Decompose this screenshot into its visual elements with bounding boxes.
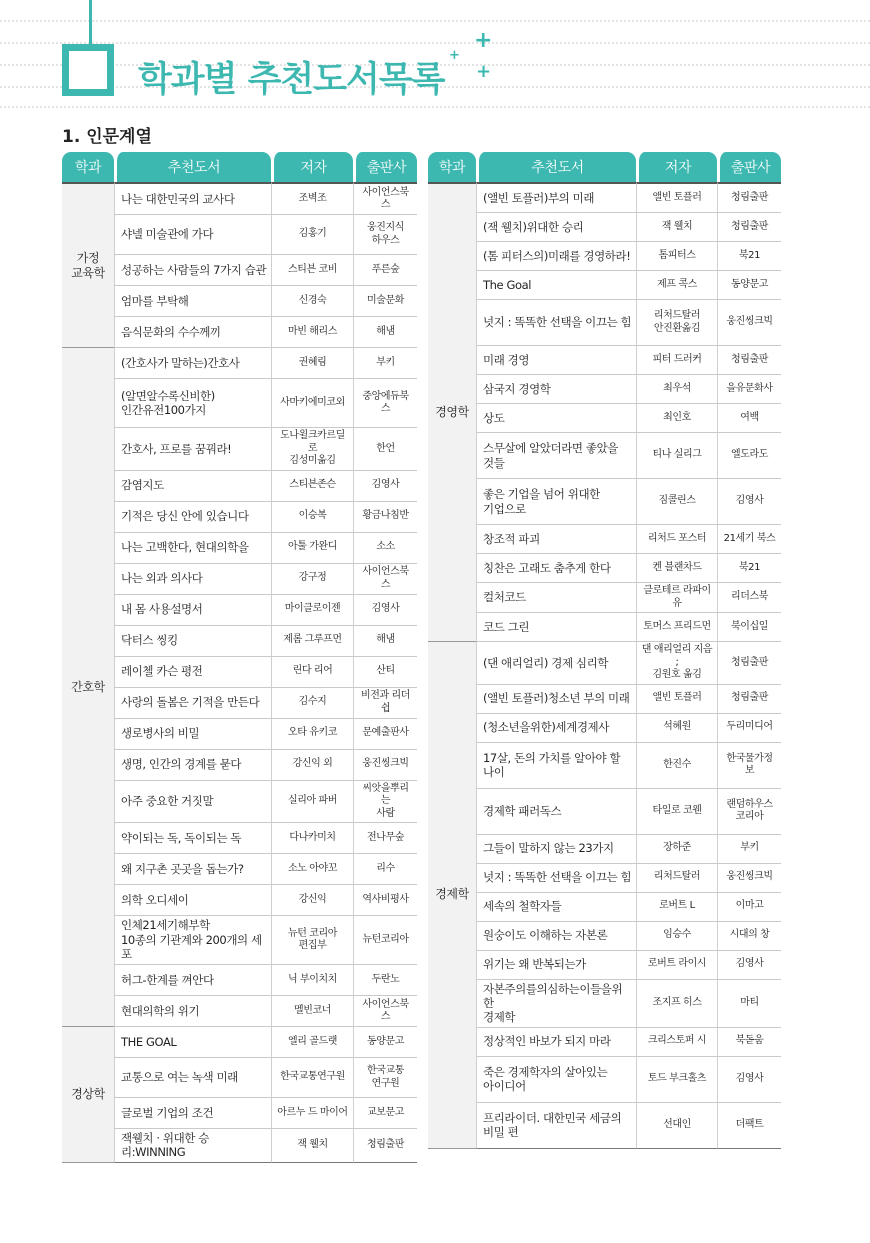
book-cell: 코드 그린 bbox=[476, 613, 636, 642]
author-cell: 린다 리어 bbox=[271, 657, 353, 688]
book-cell: 나는 외과 의사다 bbox=[114, 564, 271, 595]
publisher-cell: 북21 bbox=[717, 554, 781, 583]
book-cell: 잭웰치 · 위대한 승리:WINNING bbox=[114, 1129, 271, 1163]
book-cell: 넛지 : 똑똑한 선택을 이끄는 힘 bbox=[476, 864, 636, 893]
author-cell: 강신익 bbox=[271, 885, 353, 916]
publisher-cell: 중앙에듀북스 bbox=[353, 379, 417, 428]
author-cell: 권혜림 bbox=[271, 348, 353, 379]
author-cell: 댄 애리얼리 지음 ; 김원호 옮김 bbox=[636, 642, 717, 685]
dotted-rule bbox=[0, 42, 870, 44]
publisher-cell: 21세기 북스 bbox=[717, 525, 781, 554]
table-row bbox=[62, 750, 417, 781]
book-cell: 경제학 패러독스 bbox=[476, 789, 636, 835]
publisher-cell: 해냄 bbox=[353, 317, 417, 348]
author-cell: 로버트 L bbox=[636, 893, 717, 922]
publisher-cell: 김영사 bbox=[353, 471, 417, 502]
publisher-cell: 청림출판 bbox=[717, 642, 781, 685]
publisher-cell: 사이언스북스 bbox=[353, 182, 417, 215]
author-cell: 제프 콕스 bbox=[636, 271, 717, 300]
table-row bbox=[62, 1129, 417, 1163]
table-row bbox=[428, 685, 781, 714]
book-cell: 세속의 철학자들 bbox=[476, 893, 636, 922]
publisher-cell: 교보문고 bbox=[353, 1098, 417, 1129]
table-row bbox=[428, 1057, 781, 1103]
book-cell: The Goal bbox=[476, 271, 636, 300]
book-cell: (댄 애리얼리) 경제 심리학 bbox=[476, 642, 636, 685]
author-cell: 최인호 bbox=[636, 404, 717, 433]
author-cell: 뉴턴 코리아 편집부 bbox=[271, 916, 353, 965]
book-cell: 감염지도 bbox=[114, 471, 271, 502]
author-cell: 리처드탈러 bbox=[636, 864, 717, 893]
author-cell: 조벽조 bbox=[271, 182, 353, 215]
author-cell: 앨빈 토플러 bbox=[636, 182, 717, 213]
table-row bbox=[62, 823, 417, 854]
section-title: 1. 인문계열 bbox=[62, 127, 152, 147]
author-cell: 스티븐 코비 bbox=[271, 255, 353, 286]
plus-icon: + bbox=[449, 48, 460, 63]
book-cell: 17살, 돈의 가치를 알아야 할 나이 bbox=[476, 743, 636, 789]
publisher-cell: 청림출판 bbox=[353, 1129, 417, 1163]
book-cell: 교통으로 여는 녹색 미래 bbox=[114, 1058, 271, 1098]
publisher-cell: 뉴턴코리아 bbox=[353, 916, 417, 965]
plus-icon: + bbox=[474, 28, 493, 53]
author-cell: 톰피터스 bbox=[636, 242, 717, 271]
table-row bbox=[62, 286, 417, 317]
publisher-cell: 김영사 bbox=[717, 1057, 781, 1103]
author-cell: 크리스토퍼 시 bbox=[636, 1028, 717, 1057]
table-row bbox=[62, 854, 417, 885]
author-cell: 신경숙 bbox=[271, 286, 353, 317]
publisher-cell: 이마고 bbox=[717, 893, 781, 922]
author-cell: 마빈 해리스 bbox=[271, 317, 353, 348]
book-cell: 내 몸 사용설명서 bbox=[114, 595, 271, 626]
publisher-cell: 동양문고 bbox=[717, 271, 781, 300]
table-row bbox=[62, 428, 417, 471]
table-row bbox=[428, 242, 781, 271]
author-cell: 소노 아야꼬 bbox=[271, 854, 353, 885]
header-author: 저자 bbox=[271, 152, 353, 182]
author-cell: 클로테르 라파이유 bbox=[636, 583, 717, 613]
publisher-cell: 해냄 bbox=[353, 626, 417, 657]
table-row bbox=[62, 595, 417, 626]
publisher-cell: 두란노 bbox=[353, 965, 417, 996]
recommended-books-table-left bbox=[62, 152, 417, 1163]
author-cell: 토드 부크홀츠 bbox=[636, 1057, 717, 1103]
publisher-cell: 청림출판 bbox=[717, 182, 781, 213]
publisher-cell: 엘도라도 bbox=[717, 433, 781, 479]
book-cell: (톰 피터스의)미래를 경영하라! bbox=[476, 242, 636, 271]
book-cell: 글로벌 기업의 조건 bbox=[114, 1098, 271, 1129]
table-row bbox=[428, 642, 781, 685]
book-cell: 나는 고백한다, 현대의학을 bbox=[114, 533, 271, 564]
publisher-cell: 김영사 bbox=[717, 479, 781, 525]
author-cell: 앨빈 토플러 bbox=[636, 685, 717, 714]
table-row bbox=[428, 714, 781, 743]
dept-cell: 간호학 bbox=[62, 348, 114, 1027]
title-square-icon bbox=[62, 44, 114, 96]
publisher-cell: 동양문고 bbox=[353, 1027, 417, 1058]
table-row bbox=[428, 613, 781, 642]
dotted-rule bbox=[0, 20, 870, 22]
table-row bbox=[428, 583, 781, 613]
table-row bbox=[428, 789, 781, 835]
book-cell: 정상적인 바보가 되지 마라 bbox=[476, 1028, 636, 1057]
author-cell: 리처드탈러 안진환옮김 bbox=[636, 300, 717, 346]
book-cell: 삼국지 경영학 bbox=[476, 375, 636, 404]
publisher-cell: 웅진씽크빅 bbox=[353, 750, 417, 781]
author-cell: 석혜원 bbox=[636, 714, 717, 743]
book-cell: 엄마를 부탁해 bbox=[114, 286, 271, 317]
book-cell: 원숭이도 이해하는 자본론 bbox=[476, 922, 636, 951]
page-title: 학과별 추천도서목록 bbox=[138, 60, 445, 100]
header-dept: 학과 bbox=[428, 152, 476, 182]
table-row bbox=[428, 1103, 781, 1149]
author-cell: 김수지 bbox=[271, 688, 353, 719]
publisher-cell: 랜덤하우스 코리아 bbox=[717, 789, 781, 835]
publisher-cell: 청림출판 bbox=[717, 346, 781, 375]
book-cell: 성공하는 사람들의 7가지 습관 bbox=[114, 255, 271, 286]
author-cell: 도나윌크카르딜로 김성미옮김 bbox=[271, 428, 353, 471]
table-row bbox=[62, 255, 417, 286]
author-cell: 닉 부이치치 bbox=[271, 965, 353, 996]
publisher-cell: 부키 bbox=[717, 835, 781, 864]
book-cell: 넛지 : 똑똑한 선택을 이끄는 힘 bbox=[476, 300, 636, 346]
table-row bbox=[62, 1098, 417, 1129]
author-cell: 피터 드러커 bbox=[636, 346, 717, 375]
book-cell: 스무살에 알았더라면 좋았을 것들 bbox=[476, 433, 636, 479]
publisher-cell: 김영사 bbox=[717, 951, 781, 980]
book-cell: 미래 경영 bbox=[476, 346, 636, 375]
book-cell: 생로병사의 비밀 bbox=[114, 719, 271, 750]
table-row bbox=[62, 1027, 417, 1058]
author-cell: 장하준 bbox=[636, 835, 717, 864]
table-row bbox=[62, 502, 417, 533]
table-row bbox=[428, 479, 781, 525]
author-cell: 선대인 bbox=[636, 1103, 717, 1149]
book-cell: (잭 웰치)위대한 승리 bbox=[476, 213, 636, 242]
table-row bbox=[428, 404, 781, 433]
recommended-books-table-right bbox=[428, 152, 781, 1149]
table-row bbox=[428, 951, 781, 980]
dept-cell: 경영학 bbox=[428, 182, 476, 642]
table-row bbox=[62, 379, 417, 428]
author-cell: 실리아 파버 bbox=[271, 781, 353, 824]
author-cell: 이승복 bbox=[271, 502, 353, 533]
table-row bbox=[62, 1058, 417, 1098]
table-row bbox=[62, 182, 417, 215]
table-row bbox=[428, 554, 781, 583]
book-cell: 상도 bbox=[476, 404, 636, 433]
publisher-cell: 마티 bbox=[717, 980, 781, 1028]
publisher-cell: 한언 bbox=[353, 428, 417, 471]
book-cell: 좋은 기업을 넘어 위대한 기업으로 bbox=[476, 479, 636, 525]
publisher-cell: 북돋움 bbox=[717, 1028, 781, 1057]
book-cell: 닥터스 씽킹 bbox=[114, 626, 271, 657]
table-row bbox=[428, 300, 781, 346]
author-cell: 오타 유키코 bbox=[271, 719, 353, 750]
publisher-cell: 웅진씽크빅 bbox=[717, 300, 781, 346]
header-publisher: 출판사 bbox=[353, 152, 417, 182]
author-cell: 김홍기 bbox=[271, 215, 353, 255]
table-row bbox=[62, 471, 417, 502]
author-cell: 스티븐존슨 bbox=[271, 471, 353, 502]
publisher-cell: 사이언스북스 bbox=[353, 996, 417, 1027]
author-cell: 리처드 포스터 bbox=[636, 525, 717, 554]
publisher-cell: 한국교통 연구원 bbox=[353, 1058, 417, 1098]
publisher-cell: 리수 bbox=[353, 854, 417, 885]
table-row bbox=[428, 433, 781, 479]
table-row bbox=[62, 996, 417, 1027]
table-row bbox=[428, 375, 781, 404]
publisher-cell: 한국물가정보 bbox=[717, 743, 781, 789]
plus-icon: + bbox=[476, 61, 492, 82]
book-cell: 죽은 경제학자의 살아있는 아이디어 bbox=[476, 1057, 636, 1103]
table-row bbox=[428, 525, 781, 554]
author-cell: 한진수 bbox=[636, 743, 717, 789]
table-row bbox=[428, 922, 781, 951]
author-cell: 켄 블랜차드 bbox=[636, 554, 717, 583]
book-cell: 의학 오디세이 bbox=[114, 885, 271, 916]
author-cell: 티나 실리그 bbox=[636, 433, 717, 479]
author-cell: 강구정 bbox=[271, 564, 353, 595]
publisher-cell: 부키 bbox=[353, 348, 417, 379]
dotted-rule bbox=[0, 106, 870, 108]
table-row bbox=[428, 182, 781, 213]
table-row bbox=[62, 215, 417, 255]
table-row bbox=[428, 1028, 781, 1057]
table-row bbox=[428, 980, 781, 1028]
author-cell: 제롬 그루프먼 bbox=[271, 626, 353, 657]
author-cell: 다나카미치 bbox=[271, 823, 353, 854]
author-cell: 잭 웰치 bbox=[271, 1129, 353, 1163]
author-cell: 조지프 히스 bbox=[636, 980, 717, 1028]
table-row bbox=[62, 564, 417, 595]
publisher-cell: 더팩트 bbox=[717, 1103, 781, 1149]
publisher-cell: 씨앗을뿌리는 사람 bbox=[353, 781, 417, 824]
publisher-cell: 황금나침반 bbox=[353, 502, 417, 533]
table-row bbox=[62, 348, 417, 379]
header-book: 추천도서 bbox=[476, 152, 636, 182]
author-cell: 한국교통연구원 bbox=[271, 1058, 353, 1098]
table-row bbox=[62, 781, 417, 824]
publisher-cell: 북이십일 bbox=[717, 613, 781, 642]
author-cell: 타일로 코웬 bbox=[636, 789, 717, 835]
table-row bbox=[428, 271, 781, 300]
book-cell: 간호사, 프로를 꿈꿔라! bbox=[114, 428, 271, 471]
author-cell: 로버트 라이시 bbox=[636, 951, 717, 980]
author-cell: 멜빈코너 bbox=[271, 996, 353, 1027]
author-cell: 마이클로이젠 bbox=[271, 595, 353, 626]
book-cell: 칭찬은 고래도 춤추게 한다 bbox=[476, 554, 636, 583]
table-row bbox=[62, 533, 417, 564]
publisher-cell: 웅진지식 하우스 bbox=[353, 215, 417, 255]
book-cell: 기적은 당신 안에 있습니다 bbox=[114, 502, 271, 533]
table-row bbox=[428, 346, 781, 375]
publisher-cell: 사이언스북스 bbox=[353, 564, 417, 595]
accent-line bbox=[89, 0, 92, 44]
book-cell: 컬처코드 bbox=[476, 583, 636, 613]
publisher-cell: 을유문화사 bbox=[717, 375, 781, 404]
author-cell: 사마키에미코외 bbox=[271, 379, 353, 428]
book-cell: 약이되는 독, 독이되는 독 bbox=[114, 823, 271, 854]
table-row bbox=[428, 743, 781, 789]
author-cell: 짐콜린스 bbox=[636, 479, 717, 525]
table-row bbox=[428, 835, 781, 864]
book-cell: (간호사가 말하는)간호사 bbox=[114, 348, 271, 379]
table-row bbox=[62, 317, 417, 348]
publisher-cell: 여백 bbox=[717, 404, 781, 433]
book-cell: 나는 대한민국의 교사다 bbox=[114, 182, 271, 215]
table-row bbox=[62, 657, 417, 688]
publisher-cell: 전나무숲 bbox=[353, 823, 417, 854]
author-cell: 잭 웰치 bbox=[636, 213, 717, 242]
publisher-cell: 미술문화 bbox=[353, 286, 417, 317]
header-book: 추천도서 bbox=[114, 152, 271, 182]
dept-cell: 경상학 bbox=[62, 1027, 114, 1163]
header-publisher: 출판사 bbox=[717, 152, 781, 182]
book-cell: 사랑의 돌봄은 기적을 만든다 bbox=[114, 688, 271, 719]
table-row bbox=[62, 626, 417, 657]
book-cell: 왜 지구촌 곳곳을 돕는가? bbox=[114, 854, 271, 885]
header-dept: 학과 bbox=[62, 152, 114, 182]
table-row bbox=[62, 916, 417, 965]
book-cell: (청소년을위한)세계경제사 bbox=[476, 714, 636, 743]
book-cell: 인체21세기해부학 10종의 기관계와 200개의 세포 bbox=[114, 916, 271, 965]
publisher-cell: 역사비평사 bbox=[353, 885, 417, 916]
book-cell: 그들이 말하지 않는 23가지 bbox=[476, 835, 636, 864]
publisher-cell: 김영사 bbox=[353, 595, 417, 626]
publisher-cell: 산티 bbox=[353, 657, 417, 688]
book-cell: 현대의학의 위기 bbox=[114, 996, 271, 1027]
book-cell: (앨빈 토플러)부의 미래 bbox=[476, 182, 636, 213]
author-cell: 아르누 드 마이어 bbox=[271, 1098, 353, 1129]
table-row bbox=[428, 864, 781, 893]
publisher-cell: 비전과 리더쉽 bbox=[353, 688, 417, 719]
book-cell: 허그-한계를 껴안다 bbox=[114, 965, 271, 996]
book-cell: 샤넬 미술관에 가다 bbox=[114, 215, 271, 255]
publisher-cell: 두리미디어 bbox=[717, 714, 781, 743]
author-cell: 임승수 bbox=[636, 922, 717, 951]
publisher-cell: 북21 bbox=[717, 242, 781, 271]
publisher-cell: 리더스북 bbox=[717, 583, 781, 613]
header-author: 저자 bbox=[636, 152, 717, 182]
publisher-cell: 시대의 창 bbox=[717, 922, 781, 951]
book-cell: THE GOAL bbox=[114, 1027, 271, 1058]
table-row bbox=[62, 719, 417, 750]
book-cell: 아주 중요한 거짓말 bbox=[114, 781, 271, 824]
book-cell: (알면알수록신비한) 인간유전100가지 bbox=[114, 379, 271, 428]
author-cell: 최우석 bbox=[636, 375, 717, 404]
author-cell: 토머스 프리드먼 bbox=[636, 613, 717, 642]
table-row bbox=[428, 213, 781, 242]
dept-cell: 가정 교육학 bbox=[62, 182, 114, 348]
book-cell: 음식문화의 수수께끼 bbox=[114, 317, 271, 348]
book-cell: 프리라이더. 대한민국 세금의 비밀 편 bbox=[476, 1103, 636, 1149]
author-cell: 강신익 외 bbox=[271, 750, 353, 781]
publisher-cell: 웅진씽크빅 bbox=[717, 864, 781, 893]
publisher-cell: 문예출판사 bbox=[353, 719, 417, 750]
dept-cell: 경제학 bbox=[428, 642, 476, 1149]
book-cell: 위기는 왜 반복되는가 bbox=[476, 951, 636, 980]
table-row bbox=[62, 688, 417, 719]
publisher-cell: 청림출판 bbox=[717, 213, 781, 242]
publisher-cell: 소소 bbox=[353, 533, 417, 564]
book-cell: 레이첼 카슨 평전 bbox=[114, 657, 271, 688]
author-cell: 아툴 가완디 bbox=[271, 533, 353, 564]
author-cell: 엘리 골드랫 bbox=[271, 1027, 353, 1058]
book-cell: 창조적 파괴 bbox=[476, 525, 636, 554]
table-row bbox=[428, 893, 781, 922]
publisher-cell: 푸른숲 bbox=[353, 255, 417, 286]
table-row bbox=[62, 965, 417, 996]
table-row bbox=[62, 885, 417, 916]
book-cell: 생명, 인간의 경계를 묻다 bbox=[114, 750, 271, 781]
book-cell: (앨빈 토플러)청소년 부의 미래 bbox=[476, 685, 636, 714]
book-cell: 자본주의를의심하는이들을위한 경제학 bbox=[476, 980, 636, 1028]
publisher-cell: 청림출판 bbox=[717, 685, 781, 714]
